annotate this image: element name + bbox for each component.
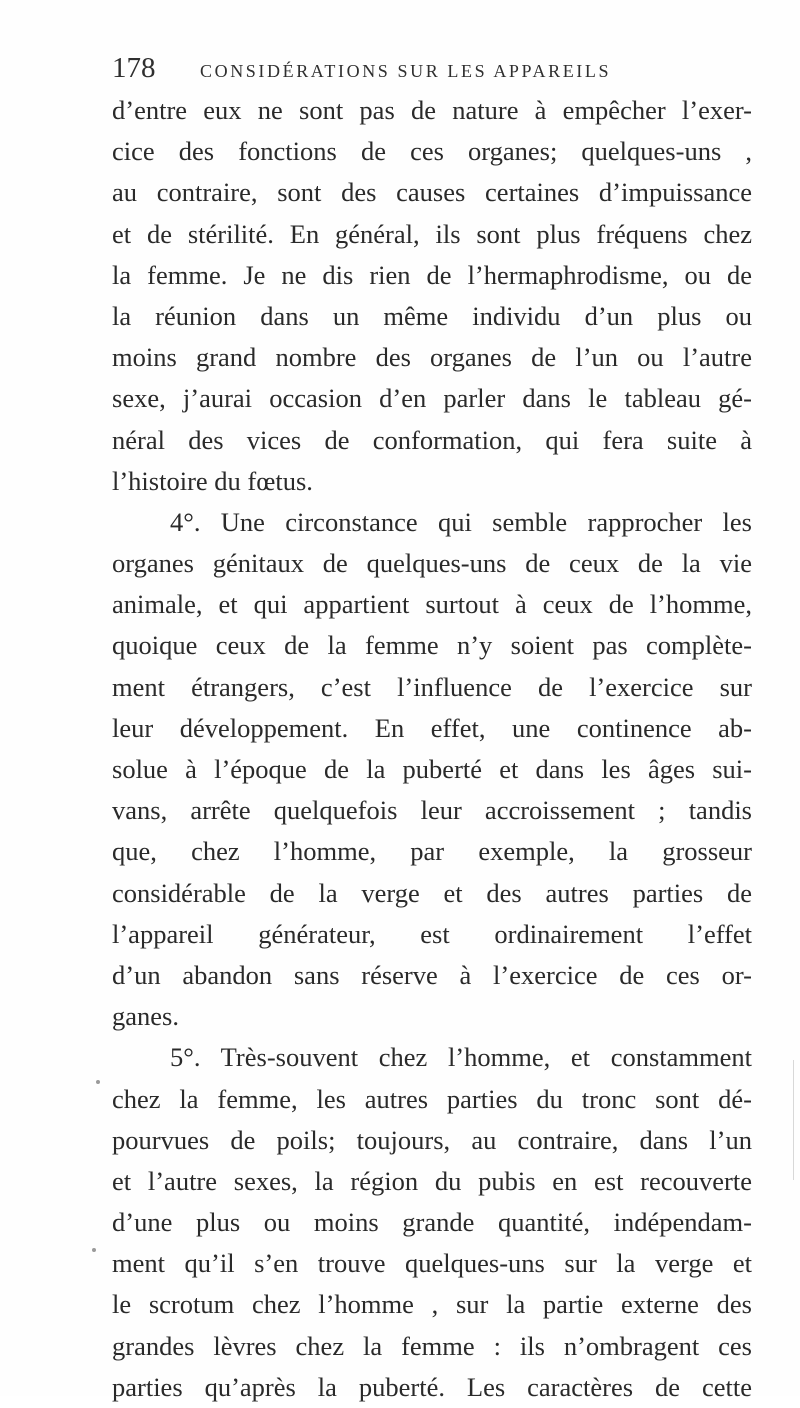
text-line: la femme. Je ne dis rien de l’hermaphrodisme, ou de: [112, 259, 752, 290]
text-line: au contraire, sont des causes certaines d’impuissance: [112, 177, 752, 208]
text-line: chez la femme, les autres parties du tronc sont dé-: [112, 1083, 752, 1114]
text-line: l’appareil générateur, est ordinairement l’effet: [112, 918, 752, 949]
text-line: parties qu’après la puberté. Les caractères de cette: [112, 1371, 752, 1402]
text-line: quoique ceux de la femme n’y soient pas complète-: [112, 630, 752, 661]
text-line: grandes lèvres chez la femme : ils n’ombragent ces: [112, 1330, 752, 1361]
text-line: que, chez l’homme, par exemple, la grosseur: [112, 836, 752, 867]
text-line: néral des vices de conformation, qui fera suite à: [112, 424, 752, 455]
text-line: la réunion dans un même individu d’un plus ou: [112, 300, 752, 331]
body-text: [112, 90, 752, 1408]
text-line: solue à l’époque de la puberté et dans les âges sui-: [112, 754, 752, 784]
text-line: vans, arrête quelquefois leur accroissement ; tandis: [112, 795, 752, 826]
text-line: animale, et qui appartient surtout à ceux de l’homme,: [112, 589, 752, 620]
paper-speck: [92, 1248, 96, 1252]
text-line: pourvues de poils; toujours, au contraire, dans l’un: [112, 1124, 752, 1155]
text-line: cice des fonctions de ces organes; quelques-uns ,: [112, 136, 752, 167]
paragraph-start-line: 4°. Une circonstance qui semble rapprocher les: [170, 506, 752, 537]
paragraph-start-line: 5°. Très-souvent chez l’homme, et constamment: [170, 1042, 752, 1073]
paragraph-end-line: ganes.: [112, 1001, 179, 1032]
text-line: d’une plus ou moins grande quantité, indépendam-: [112, 1207, 752, 1238]
text-line: sexe, j’aurai occasion d’en parler dans le tableau gé-: [112, 383, 752, 414]
text-line: moins grand nombre des organes de l’un ou l’autre: [112, 342, 752, 373]
text-line: leur développement. En effet, une continence ab-: [112, 712, 752, 743]
text-line: d’un abandon sans réserve à l’exercice de ces or-: [112, 959, 752, 990]
page-edge-mark: [793, 1060, 794, 1180]
text-line: et de stérilité. En général, ils sont plus fréquens chez: [112, 218, 752, 249]
text-line: organes génitaux de quelques-uns de ceux de la vie: [112, 548, 752, 579]
text-line: ment qu’il s’en trouve quelques-uns sur la verge et: [112, 1248, 752, 1279]
text-line: ment étrangers, c’est l’influence de l’exercice sur: [112, 671, 752, 702]
paragraph-end-line: l’histoire du fœtus.: [112, 465, 313, 496]
text-line: d’entre eux ne sont pas de nature à empêcher l’exer-: [112, 95, 752, 125]
text-line: et l’autre sexes, la région du pubis en est recouverte: [112, 1165, 752, 1196]
text-line: le scrotum chez l’homme , sur la partie externe des: [112, 1289, 752, 1320]
running-title: CONSIDÉRATIONS SUR LES APPAREILS: [200, 61, 612, 81]
text-line: considérable de la verge et des autres parties de: [112, 877, 752, 908]
running-header: [112, 52, 752, 86]
paper-speck: [96, 1080, 100, 1084]
page-number: 178: [112, 52, 156, 84]
